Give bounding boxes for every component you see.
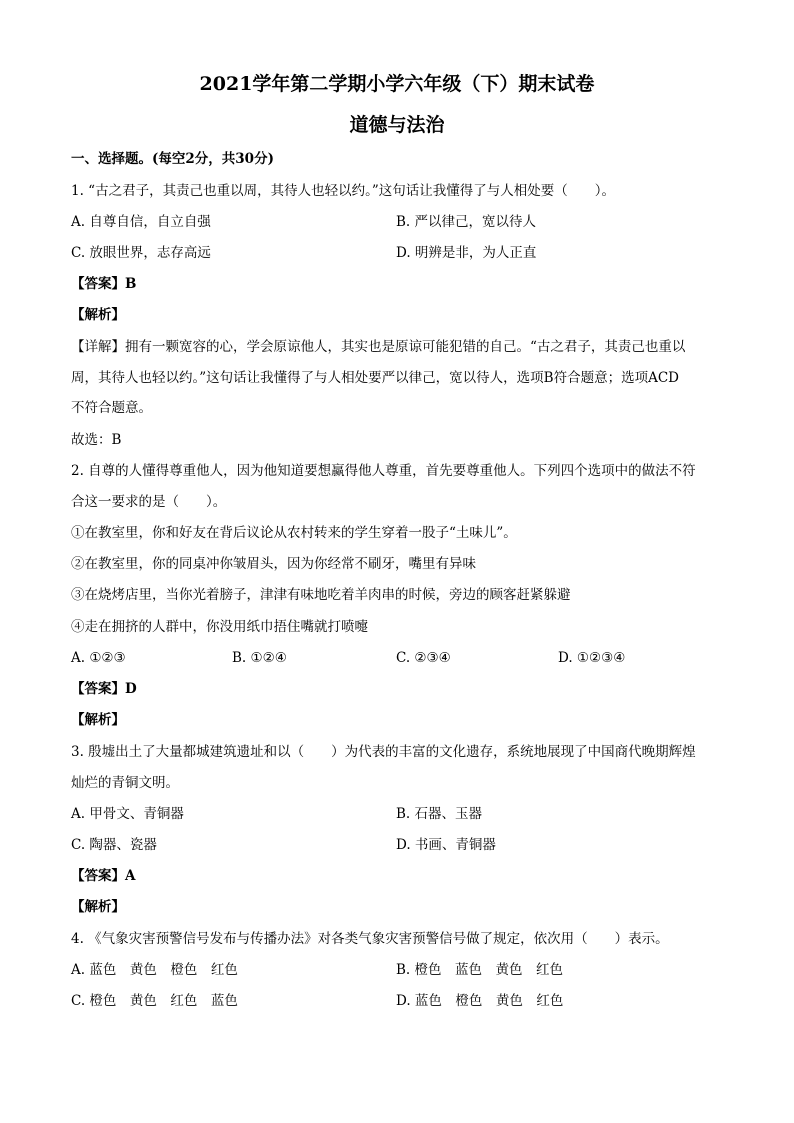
- q3-option-d: D. 书画、青铜器: [396, 837, 496, 853]
- q2-item-3: ③在烧烤店里，当你光着膀子，津津有味地吃着羊肉串的时候，旁边的顾客赶紧躲避: [71, 587, 571, 603]
- q1-detail-line1: 【详解】拥有一颗宽容的心，学会原谅他人，其实也是原谅可能犯错的自己。“古之君子，其责己也重以: [71, 339, 686, 355]
- q3-option-b: B. 石器、玉器: [396, 806, 483, 822]
- q1-option-c: C. 放眼世界，志存高远: [71, 245, 211, 261]
- q2-stem-line2: 合这一要求的是（ ）。: [71, 494, 227, 510]
- q2-item-2: ②在教室里，你的同桌冲你皱眉头，因为你经常不刷牙，嘴里有异味: [71, 556, 476, 572]
- q3-analysis-label: 【解析】: [71, 899, 125, 915]
- q2-option-c: C. ②③④: [396, 650, 451, 666]
- q4-option-b: B. 橙色 蓝色 黄色 红色: [396, 962, 564, 978]
- q2-option-d: D. ①②③④: [558, 650, 626, 666]
- q1-option-b: B. 严以律己，宽以待人: [396, 214, 537, 230]
- q3-option-a: A. 甲骨文、青铜器: [71, 806, 184, 822]
- q4-stem: 4. 《气象灾害预警信号发布与传播办法》对各类气象灾害预警信号做了规定，依次用（ ）表示。: [71, 931, 669, 947]
- q2-option-b: B. ①②④: [232, 650, 287, 666]
- section-heading: 一、选择题。(每空2分，共30分): [71, 151, 274, 167]
- page-subtitle: 道德与法治: [349, 114, 445, 136]
- page-title: 2021学年第二学期小学六年级（下）期末试卷: [199, 73, 595, 95]
- q2-answer: 【答案】D: [71, 681, 137, 697]
- q4-option-d: D. 蓝色 橙色 黄色 红色: [396, 993, 564, 1009]
- q4-option-a: A. 蓝色 黄色 橙色 红色: [71, 962, 238, 978]
- q1-detail-line3: 不符合题意。: [71, 400, 152, 416]
- q1-stem: 1. “古之君子，其责己也重以周，其待人也轻以约。”这句话让我懂得了与人相处要（ ）。: [71, 183, 615, 199]
- q4-option-c: C. 橙色 黄色 红色 蓝色: [71, 993, 238, 1009]
- q3-stem-line2: 灿烂的青铜文明。: [71, 775, 179, 791]
- q1-choice: 故选：B: [71, 432, 122, 448]
- q1-analysis-label: 【解析】: [71, 307, 125, 323]
- q1-option-d: D. 明辨是非，为人正直: [396, 245, 537, 261]
- q3-option-c: C. 陶器、瓷器: [71, 837, 157, 853]
- q2-stem-line1: 2. 自尊的人懂得尊重他人，因为他知道要想赢得他人尊重，首先要尊重他人。下列四个选项中的做法不符: [71, 463, 696, 479]
- q1-detail-line2: 周，其待人也轻以约。”这句话让我懂得了与人相处要严以律己，宽以待人，选项B符合题意；选项ACD: [71, 370, 679, 386]
- q1-option-a: A. 自尊自信，自立自强: [71, 214, 211, 230]
- q2-item-4: ④走在拥挤的人群中，你没用纸巾捂住嘴就打喷嚏: [71, 619, 368, 635]
- q3-answer: 【答案】A: [71, 868, 136, 884]
- q1-answer: 【答案】B: [71, 276, 137, 292]
- q2-analysis-label: 【解析】: [71, 712, 125, 728]
- q2-item-1: ①在教室里，你和好友在背后议论从农村转来的学生穿着一股子“土味儿”。: [71, 525, 517, 541]
- q2-option-a: A. ①②③: [71, 650, 126, 666]
- q3-stem-line1: 3. 殷墟出土了大量都城建筑遗址和以（ ）为代表的丰富的文化遗存，系统地展现了中国商代晚期辉煌: [71, 744, 696, 760]
